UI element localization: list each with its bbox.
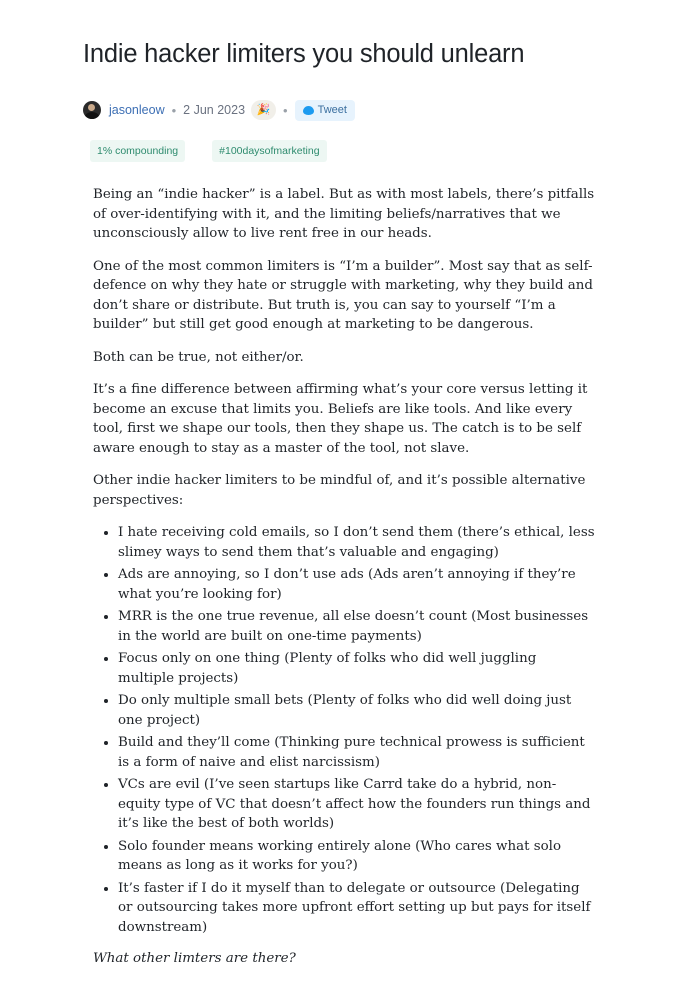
list-item: • MRR is the one true revenue, all else doesn’t count (Most businesses in the world are built on one-time payments) — [118, 607, 595, 646]
author-link[interactable]: jasonleow — [109, 103, 165, 117]
tweet-button[interactable] — [295, 100, 355, 121]
paragraph: Other indie hacker limiters to be mindful of, and it’s possible alternative perspectives: — [93, 473, 586, 508]
list-item: • VCs are evil (I’ve seen startups like Carrd take do a hybrid, non-equity type of VC that doesn’t affect how the founders run things and it’s like the best of both worlds) — [118, 775, 595, 834]
paragraph: Being an “indie hacker” is a label. But as with most labels, there’s pitfalls of over-identifying with it, and the limiting beliefs/narratives that we unconsciously allow to live rent free in our heads. — [93, 187, 595, 241]
list-item: • Do only multiple small bets (Plenty of folks who did well doing just one project) — [118, 691, 595, 730]
list-item: • Ads are annoying, so I don’t use ads (Ads aren’t annoying if they’re what you’re looking for) — [118, 565, 595, 604]
list-item: • It’s faster if I do it myself than to delegate or outsource (Delegating or outsourcing takes more upfront effort setting up but pays for itself downstream) — [118, 879, 595, 938]
closing-question: What other limters are there? — [93, 951, 296, 966]
separator-dot: • — [283, 102, 288, 118]
tweet-label: Tweet — [317, 104, 347, 116]
post-date: 2 Jun 2023 — [183, 103, 246, 117]
post-title: Indie hacker limiters you should unlearn — [83, 40, 525, 68]
tag-list — [90, 140, 327, 162]
post-meta — [83, 99, 355, 121]
avatar[interactable] — [83, 101, 101, 119]
tag-100daysofmarketing[interactable]: #100daysofmarketing — [212, 140, 326, 162]
tag-compounding[interactable]: 1% compounding — [90, 140, 185, 162]
paragraph: It’s a fine difference between affirming what’s your core versus letting it become an excuse that limits you. Beliefs are like tools. And like every tool, first we shape our tools, then they shape us. The catch is to be self aware enough to stay as a master of the tool, not slave. — [93, 382, 588, 456]
list-item: • Focus only on one thing (Plenty of folks who did well juggling multiple projects) — [118, 649, 595, 688]
list-item: • I hate receiving cold emails, so I don’t send them (there’s ethical, less slimey ways to send them that’s valuable and engaging) — [118, 523, 595, 562]
list-item: • Build and they’ll come (Thinking pure technical prowess is sufficient is a form of naive and elist narcissism) — [118, 733, 595, 772]
twitter-bird-icon — [303, 106, 314, 115]
limiters-list — [93, 523, 595, 937]
post-body — [93, 185, 595, 982]
party-popper-icon[interactable]: 🎉 — [251, 100, 276, 120]
paragraph: One of the most common limiters is “I’m a builder”. Most say that as self-defence on why they hate or struggle with marketing, why they build and don’t share or distribute. But truth is, you can say to yourself “I’m a builder” but still get good enough at marketing to be dangerous. — [93, 258, 593, 332]
paragraph: Both can be true, not either/or. — [93, 349, 304, 365]
list-item: • Solo founder means working entirely alone (Who cares what solo means as long as it works for you?) — [118, 837, 595, 876]
separator-dot: • — [171, 102, 177, 118]
